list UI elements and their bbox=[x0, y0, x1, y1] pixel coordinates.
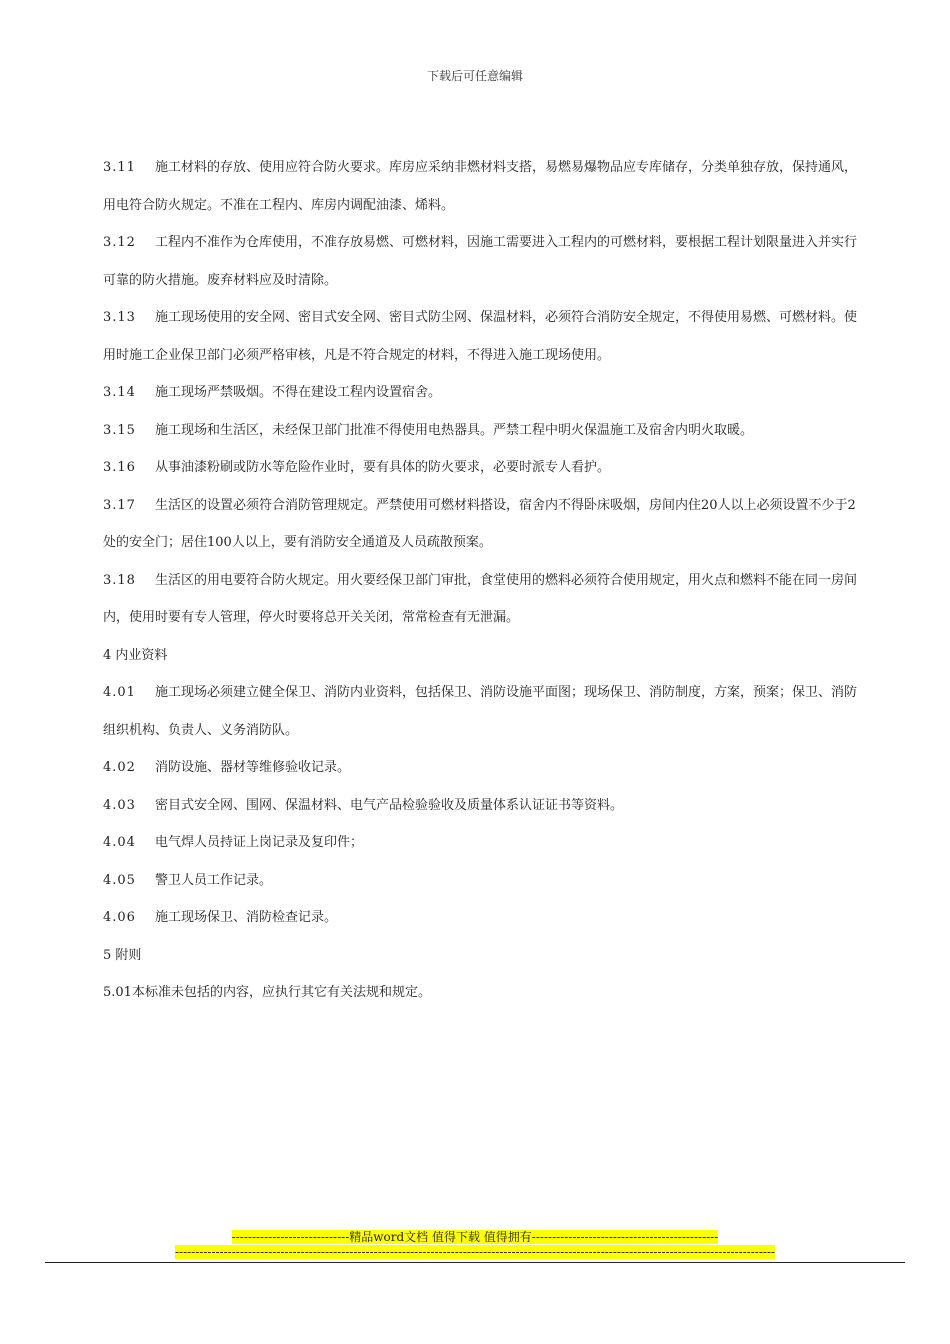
clause-number: 4.06 bbox=[103, 910, 136, 925]
clause-text: 电气焊人员持证上岗记录及复印件； bbox=[155, 835, 364, 850]
paragraph bbox=[103, 787, 863, 825]
clause-number: 3.17 bbox=[103, 497, 136, 513]
clause-number: 3.11 bbox=[103, 160, 136, 175]
paragraph bbox=[103, 824, 863, 862]
footer-banner-line-1 bbox=[0, 1231, 950, 1244]
clause-number: 4.05 bbox=[103, 872, 136, 888]
page-header: 下载后可任意编辑 bbox=[426, 69, 523, 83]
clause-text: 施工现场和生活区，未经保卫部门批准不得使用电热器具。严禁工程中明火保温施工及宿舍内明火取暖。 bbox=[155, 422, 754, 438]
paragraph bbox=[103, 449, 863, 487]
document-body bbox=[103, 149, 863, 1012]
footer-banner-text: -----------------------------精品word文档 值得下载 值得拥有---------------------------------------------- bbox=[231, 1230, 719, 1244]
clause-number: 4.03 bbox=[103, 797, 136, 813]
clause-text: 施工现场必须建立健全保卫、消防内业资料，包括保卫、消防设施平面图；现场保卫、消防制度，方案，预案；保卫、消防组织机构、负责人、义务消防队。 bbox=[103, 685, 858, 738]
clause-number: 4.02 bbox=[103, 760, 136, 775]
clause-number: 3.18 bbox=[103, 572, 136, 588]
clause-number: 4.01 bbox=[103, 685, 136, 700]
paragraph: 5.01本标准未包括的内容，应执行其它有关法规和规定。 bbox=[103, 985, 431, 1000]
footer-rule bbox=[45, 1262, 905, 1263]
clause-text: 施工现场保卫、消防检查记录。 bbox=[155, 910, 338, 925]
clause-number: 4.04 bbox=[103, 835, 136, 850]
paragraph bbox=[103, 149, 863, 224]
paragraph bbox=[103, 412, 863, 450]
clause-text: 工程内不准作为仓库使用，不准存放易燃、可燃材料，因施工需要进入工程内的可燃材料，要根据工程计划限量进入并实行可靠的防火措施。废弃材料应及时清除。 bbox=[103, 235, 858, 288]
paragraph bbox=[103, 674, 863, 749]
paragraph bbox=[103, 299, 863, 374]
paragraph bbox=[103, 862, 863, 900]
clause-text: 警卫人员工作记录。 bbox=[155, 872, 273, 888]
clause-number: 3.12 bbox=[103, 235, 136, 250]
clause-number: 3.15 bbox=[103, 422, 136, 438]
paragraph bbox=[103, 487, 863, 562]
clause-text: 施工材料的存放、使用应符合防火要求。库房应采纳非燃材料支搭，易燃易爆物品应专库储存，分类单独存放，保持通风，用电符合防火规定。不准在工程内、库房内调配油漆、烯料。 bbox=[103, 160, 858, 213]
footer-banner-dashes: ---------------------------------------------------------------------------------------------------------------------------------------------------- bbox=[174, 1245, 776, 1259]
clause-text: 生活区的用电要符合防火规定。用火要经保卫部门审批，食堂使用的燃料必须符合使用规定，用火点和燃料不能在同一房间内，使用时要有专人管理，停火时要将总开关关闭，常常检查有无泄漏。 bbox=[103, 572, 858, 625]
section-heading: 5 附则 bbox=[103, 947, 142, 963]
clause-number: 3.16 bbox=[103, 460, 136, 475]
clause-text: 从事油漆粉刷或防水等危险作业时，要有具体的防火要求，必要时派专人看护。 bbox=[155, 460, 611, 475]
paragraph bbox=[103, 749, 863, 787]
clause-text: 密目式安全网、围网、保温材料、电气产品检验验收及质量体系认证证书等资料。 bbox=[155, 797, 624, 813]
clause-text: 消防设施、器材等维修验收记录。 bbox=[155, 760, 351, 775]
paragraph bbox=[103, 562, 863, 637]
paragraph bbox=[103, 899, 863, 937]
clause-text: 施工现场严禁吸烟。不得在建设工程内设置宿舍。 bbox=[155, 385, 442, 400]
clause-text: 施工现场使用的安全网、密目式安全网、密目式防尘网、保温材料，必须符合消防安全规定，不得使用易燃、可燃材料。使用时施工企业保卫部门必须严格审核，凡是不符合规定的材料，不得进入施工现场使用。 bbox=[103, 310, 858, 363]
clause-number: 3.14 bbox=[103, 385, 136, 400]
clause-text: 生活区的设置必须符合消防管理规定。严禁使用可燃材料搭设，宿舍内不得卧床吸烟，房间内住20人以上必须设置不少于2处的安全门；居住100人以上，要有消防安全通道及人员疏散预案。 bbox=[103, 497, 856, 550]
paragraph bbox=[103, 224, 863, 299]
footer-banner-line-2 bbox=[0, 1246, 950, 1259]
paragraph bbox=[103, 374, 863, 412]
section-heading: 4 内业资料 bbox=[103, 647, 168, 663]
clause-number: 3.13 bbox=[103, 310, 136, 325]
